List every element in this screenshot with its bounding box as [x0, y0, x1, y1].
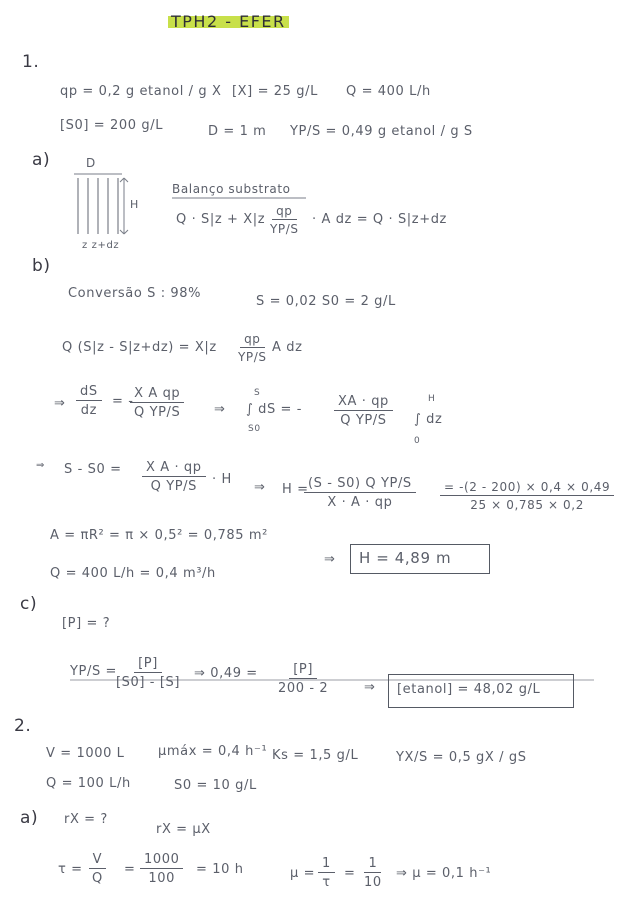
h-fraction [304, 476, 416, 510]
given-d: D = 1 m [208, 124, 267, 139]
area-equation: A = πR² = π × 0,5² = 0,785 m² [50, 528, 268, 543]
int-h-lower: 0 [414, 436, 421, 446]
h-den: X · A · qp [327, 495, 393, 510]
eq1-right: A dz [272, 340, 303, 355]
tau-numeric-fraction [140, 852, 183, 886]
mu-eq: = [344, 866, 356, 881]
given-s0: [S0] = 200 g/L [60, 118, 164, 133]
arrow-3: ⇒ [36, 460, 45, 471]
tau-fraction [88, 852, 107, 886]
result-h: H = 4,89 m [359, 549, 452, 567]
int-s-lower: S0 [248, 424, 261, 434]
eq1-frac-num: qp [240, 332, 264, 348]
part-a-label: a) [32, 150, 51, 170]
sketch-z-label: z z+dz [82, 240, 120, 251]
tau-den: Q [92, 871, 103, 886]
problem-2-number: 2. [14, 716, 32, 736]
eq3-left: S - S0 = [64, 462, 122, 477]
h-numeric-den: 25 × 0,785 × 0,2 [470, 498, 584, 512]
given-v: V = 1000 L [46, 746, 125, 761]
eq1-frac-den: YP/S [238, 350, 267, 364]
rhs2-num: XA · qp [334, 394, 393, 411]
mu-fraction [318, 856, 335, 890]
arrow-4: ⇒ [254, 480, 266, 495]
yps-num: [P] [134, 656, 162, 673]
h-num: (S - S0) Q YP/S [304, 476, 416, 493]
arrow-2: ⇒ [214, 402, 226, 417]
eq1-left: Q (S|z - S|z+dz) = X|z [62, 340, 217, 355]
yps-fraction [112, 656, 184, 690]
given-yxs: YX/S = 0,5 gX / gS [396, 750, 527, 765]
ds-num: dS [76, 384, 102, 401]
given-x: [X] = 25 g/L [232, 84, 318, 99]
given-q2: Q = 100 L/h [46, 776, 131, 791]
tau-numeric-den: 100 [148, 871, 176, 886]
result-h-box [350, 544, 490, 574]
tau-result: = 10 h [196, 862, 244, 877]
ds-eq-sign: = - [112, 394, 134, 409]
yps2-fraction [274, 662, 332, 696]
yps-expression: YP/S = [70, 664, 118, 679]
conversion-text: Conversão S : 98% [68, 286, 202, 301]
balance-eq-right: · A dz = Q · S|z+dz [312, 212, 447, 227]
eq3-fraction [142, 460, 206, 494]
mu2-num: 1 [364, 856, 381, 873]
given-q: Q = 400 L/h [346, 84, 431, 99]
eq1-fraction [234, 332, 271, 364]
arrow-5: ⇒ [324, 552, 336, 567]
mu2-den: 10 [364, 875, 382, 890]
int-s-upper: S [254, 388, 261, 398]
result-etanol: [etanol] = 48,02 g/L [397, 682, 541, 697]
s-value-text: S = 0,02 S0 = 2 g/L [256, 294, 396, 309]
balance-title: Balanço substrato [172, 182, 291, 196]
part-c-question: [P] = ? [62, 616, 111, 631]
eq3-num: X A · qp [142, 460, 206, 477]
rhs1-num: X A qp [130, 386, 184, 403]
rhs1-den: Q YP/S [134, 405, 181, 420]
part-2a-label: a) [20, 808, 39, 828]
rx-question: rX = ? [64, 812, 108, 827]
sketch-d-label: D [86, 156, 96, 170]
arrow-1: ⇒ [54, 396, 66, 411]
balance-frac-num: qp [272, 204, 296, 220]
rx-expression: rX = μX [156, 822, 211, 837]
rhs1-fraction [130, 386, 184, 420]
mu2-fraction [360, 856, 386, 890]
given-yps: YP/S = 0,49 g etanol / g S [290, 124, 473, 139]
mu-den: τ [322, 875, 331, 890]
given-umax: μmáx = 0,4 h⁻¹ [158, 744, 268, 759]
mu-num: 1 [318, 856, 335, 873]
integral-expression: ∫ dS = - [246, 402, 303, 417]
part-c-label: c) [20, 594, 38, 614]
ds-dz-fraction [76, 384, 102, 418]
h-expression: H = [282, 482, 309, 497]
yps2-den: 200 - 2 [278, 681, 329, 696]
problem-1-number: 1. [22, 52, 40, 72]
result-etanol-box [388, 674, 574, 708]
given-ks: Ks = 1,5 g/L [272, 748, 359, 763]
yps-eq: ⇒ 0,49 = [194, 666, 258, 681]
tau-num: V [89, 852, 107, 869]
h-numeric-fraction [440, 480, 614, 512]
sketch-h-label: H [130, 198, 139, 211]
arrow-6: ⇒ [364, 680, 376, 695]
yps-den: [S0] - [S] [116, 675, 181, 690]
given-s0-2: S0 = 10 g/L [174, 778, 257, 793]
eq3-den: Q YP/S [150, 479, 198, 494]
integral-dz: ∫ dz [414, 412, 443, 427]
int-h-upper: H [428, 394, 436, 404]
yps2-num: [P] [289, 662, 317, 679]
balance-fraction [266, 204, 303, 236]
balance-frac-den: YP/S [270, 222, 299, 236]
mu-result: ⇒ μ = 0,1 h⁻¹ [396, 866, 492, 881]
tau-expression: τ = [58, 862, 83, 877]
tau-eq: = [124, 862, 136, 877]
h-numeric-num: = -(2 - 200) × 0,4 × 0,49 [440, 480, 614, 496]
page-title: TPH2 - EFER [168, 12, 289, 31]
tau-numeric-num: 1000 [140, 852, 183, 869]
given-qp: qp = 0,2 g etanol / g X [60, 84, 222, 99]
flow-equation: Q = 400 L/h = 0,4 m³/h [50, 566, 216, 581]
mu-expression: μ = [290, 866, 316, 881]
balance-eq-left: Q · S|z + X|z [176, 212, 266, 227]
part-b-label: b) [32, 256, 51, 276]
rhs2-den: Q YP/S [340, 413, 387, 428]
eq3-times-h: · H [212, 472, 232, 487]
dz-den: dz [80, 403, 97, 418]
rhs2-fraction [334, 394, 393, 428]
